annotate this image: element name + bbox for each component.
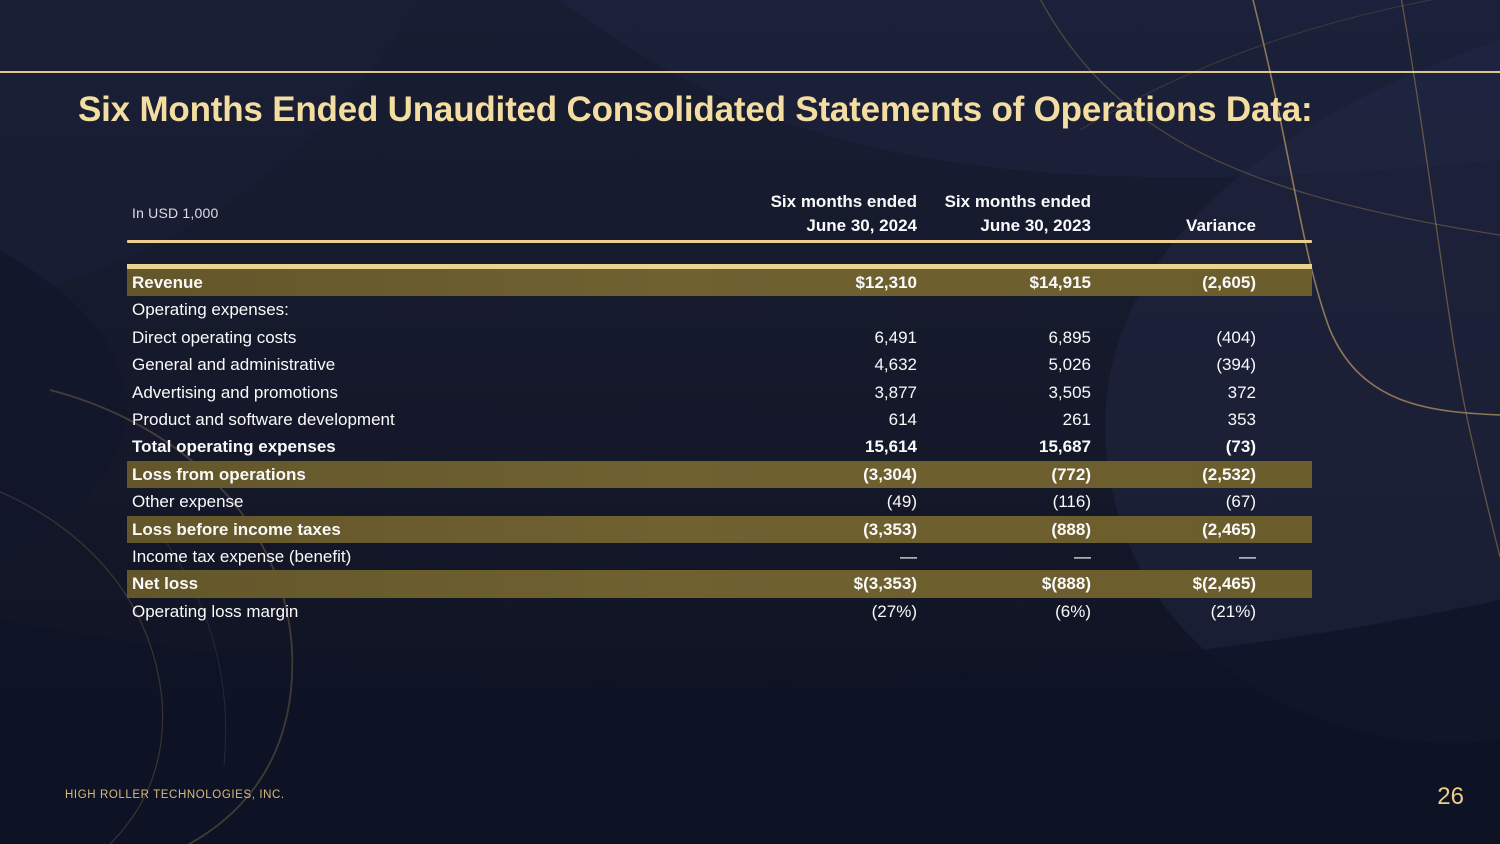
header-variance-label: Variance xyxy=(1186,216,1256,235)
header-period-2023-line2: June 30, 2023 xyxy=(980,216,1091,235)
value-2023: 261 xyxy=(1062,409,1091,429)
table-row xyxy=(127,269,1312,296)
value-2024: (3,353) xyxy=(863,519,917,539)
value-2024: 4,632 xyxy=(874,355,917,375)
value-2024: $12,310 xyxy=(855,273,917,292)
value-2024: 3,877 xyxy=(874,382,917,402)
footer-company-name: HIGH ROLLER TECHNOLOGIES, INC. xyxy=(65,789,285,801)
row-label: Loss before income taxes xyxy=(132,519,341,539)
row-label: Other expense xyxy=(132,492,244,512)
value-variance: (21%) xyxy=(1210,601,1256,621)
value-2023: 3,505 xyxy=(1048,382,1091,402)
value-variance: 353 xyxy=(1227,409,1256,429)
row-label: Total operating expenses xyxy=(132,437,336,457)
value-variance: (394) xyxy=(1216,355,1256,375)
table-row xyxy=(127,461,1312,488)
value-2023: (6%) xyxy=(1055,601,1091,621)
value-2023: $14,915 xyxy=(1029,273,1091,292)
table-row xyxy=(127,598,1312,625)
table-header-line1 xyxy=(127,190,1312,214)
header-gold-rule xyxy=(127,240,1312,243)
value-2024: $(3,353) xyxy=(853,574,917,594)
table-row xyxy=(127,488,1312,515)
row-label: Operating loss margin xyxy=(132,601,299,621)
row-label: Operating expenses: xyxy=(132,300,289,320)
row-label: Revenue xyxy=(132,273,203,292)
value-2024: 6,491 xyxy=(874,327,917,347)
header-spacer xyxy=(132,214,717,238)
value-2023: (888) xyxy=(1051,519,1091,539)
header-variance-line1 xyxy=(1091,190,1256,214)
unit-label: In USD 1,000 xyxy=(132,205,219,221)
value-variance: $(2,465) xyxy=(1192,574,1256,594)
table-row xyxy=(127,406,1312,433)
value-2024: — xyxy=(900,546,917,566)
table-row xyxy=(127,570,1312,597)
page-number: 26 xyxy=(1437,783,1464,810)
top-gold-rule xyxy=(0,71,1500,73)
header-spacer xyxy=(132,190,717,214)
value-variance: (2,532) xyxy=(1202,464,1256,484)
value-2024: 614 xyxy=(888,409,917,429)
value-variance: 372 xyxy=(1227,382,1256,402)
value-2023: $(888) xyxy=(1041,574,1091,594)
table-header-line2 xyxy=(127,214,1312,238)
value-variance: (73) xyxy=(1225,437,1256,457)
value-2024: 15,614 xyxy=(865,437,917,457)
value-variance: (404) xyxy=(1216,327,1256,347)
value-variance xyxy=(1091,296,1256,323)
value-2023: (116) xyxy=(1052,492,1091,512)
row-label: Net loss xyxy=(132,574,199,594)
header-period-2024-line2: June 30, 2024 xyxy=(806,216,917,235)
value-variance: (67) xyxy=(1225,492,1256,512)
value-2024 xyxy=(717,296,917,323)
value-2023: — xyxy=(1074,546,1091,566)
value-2023: 15,687 xyxy=(1039,437,1091,457)
value-variance: (2,465) xyxy=(1202,519,1256,539)
header-period-2024-line1: Six months ended xyxy=(770,192,917,211)
page-title: Six Months Ended Unaudited Consolidated Statements of Operations Data: xyxy=(78,90,1313,129)
row-label: Loss from operations xyxy=(132,464,306,484)
row-label: Income tax expense (benefit) xyxy=(132,546,352,566)
row-label: Direct operating costs xyxy=(132,327,297,347)
table-row xyxy=(127,516,1312,543)
table-row xyxy=(127,543,1312,570)
value-2023: 6,895 xyxy=(1048,327,1091,347)
value-2024: (49) xyxy=(886,492,917,512)
table-row xyxy=(127,324,1312,351)
value-2023: 5,026 xyxy=(1048,355,1091,375)
value-variance: (2,605) xyxy=(1202,273,1256,292)
row-label: Advertising and promotions xyxy=(132,382,339,402)
value-2024: (27%) xyxy=(871,601,917,621)
header-period-2023-line1: Six months ended xyxy=(944,192,1091,211)
table-header xyxy=(127,190,1312,243)
table-body xyxy=(127,269,1312,625)
value-2023: (772) xyxy=(1051,464,1091,484)
table-row xyxy=(127,379,1312,406)
table-row xyxy=(127,296,1312,323)
operations-table xyxy=(127,190,1312,625)
row-label: Product and software development xyxy=(132,409,395,429)
value-2024: (3,304) xyxy=(863,464,917,484)
row-label: General and administrative xyxy=(132,355,336,375)
table-row xyxy=(127,433,1312,460)
value-variance: — xyxy=(1239,546,1256,566)
table-row xyxy=(127,351,1312,378)
value-2023 xyxy=(917,296,1091,323)
